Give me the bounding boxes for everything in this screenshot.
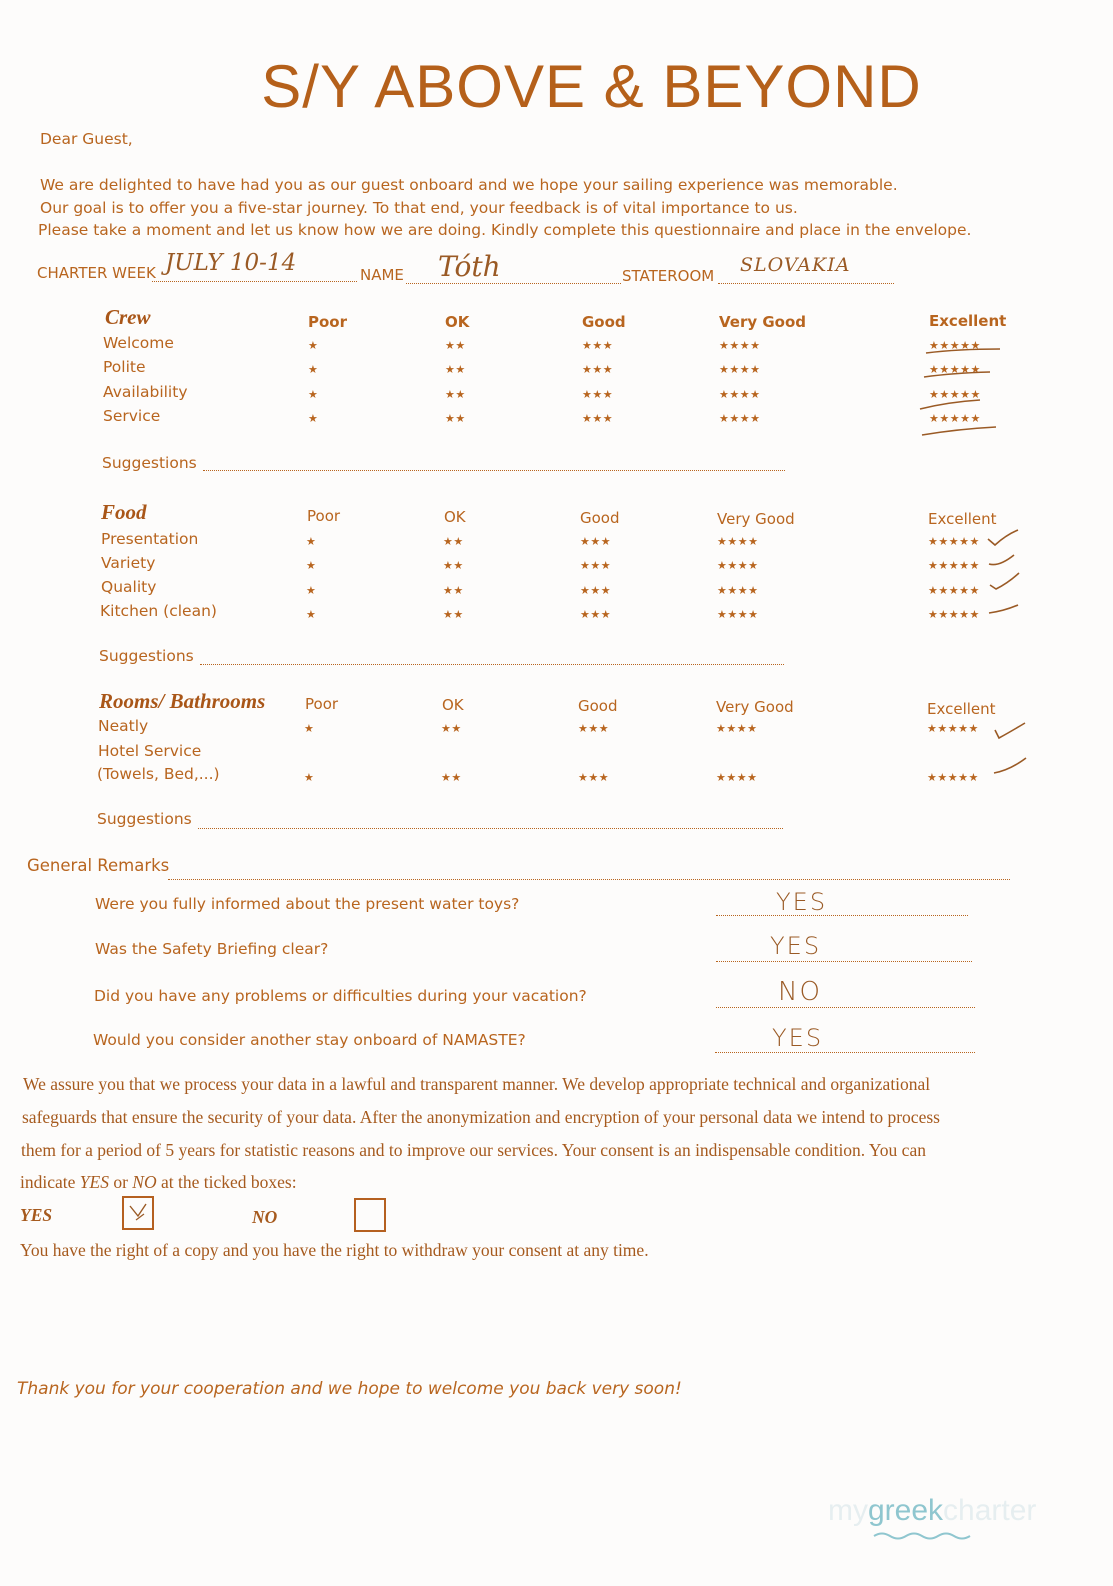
answer-line-safety-briefing	[716, 961, 972, 962]
crew-stars-r1-2[interactable]: ★★	[445, 339, 466, 352]
answer-problems[interactable]: NO	[778, 977, 822, 1007]
intro-line-3: Please take a moment and let us know how we are doing. Kindly complete this questionnaire and place in the envelope.	[38, 221, 972, 239]
rooms-header-excellent: Excellent	[927, 700, 996, 718]
crew-stars-r4-4[interactable]: ★★★★	[719, 412, 761, 425]
crew-stars-r4-1[interactable]: ★	[308, 412, 319, 425]
food-header-ok: OK	[444, 508, 466, 526]
food-row-presentation: Presentation	[101, 530, 199, 548]
food-stars-r4-1[interactable]: ★	[306, 608, 317, 621]
consent-yes-checkbox[interactable]	[122, 1196, 154, 1230]
crew-row-welcome: Welcome	[103, 334, 174, 352]
rooms-row-towels-bed: (Towels, Bed,...)	[97, 765, 220, 783]
crew-stars-r4-2[interactable]: ★★	[445, 412, 466, 425]
rooms-suggestions-field[interactable]	[198, 828, 783, 829]
crew-excellent-marks	[918, 330, 1008, 440]
crew-stars-r1-4[interactable]: ★★★★	[719, 339, 761, 352]
crew-stars-r1-3[interactable]: ★★★	[582, 339, 614, 352]
privacy-line-2: safeguards that ensure the security of your data. After the anonymization and encryption of your personal data we intend to process	[22, 1107, 940, 1127]
watermark-brand: greek	[868, 1494, 944, 1527]
rooms-header-poor: Poor	[305, 695, 339, 713]
consent-no-label: NO	[252, 1207, 278, 1227]
rooms-row-neatly: Neatly	[98, 717, 149, 735]
watermark-post: charter	[943, 1494, 1037, 1527]
food-header-excellent: Excellent	[928, 510, 997, 528]
rooms-stars-r2-3[interactable]: ★★★	[578, 771, 610, 784]
stateroom-label: STATEROOM	[622, 267, 715, 285]
crew-stars-r2-4[interactable]: ★★★★	[719, 363, 761, 376]
rooms-section-title: Rooms/ Bathrooms	[99, 689, 266, 713]
rooms-stars-r1-3[interactable]: ★★★	[578, 722, 610, 735]
general-remarks-label: General Remarks	[27, 856, 170, 875]
food-row-kitchen: Kitchen (clean)	[100, 602, 217, 620]
privacy-line-1: We assure you that we process your data in a lawful and transparent manner. We develop appropriate technical and organizational	[23, 1074, 931, 1094]
food-excellent-checkmarks	[984, 525, 1024, 625]
food-stars-r1-2[interactable]: ★★	[443, 535, 464, 548]
question-another-stay: Would you consider another stay onboard of NAMASTE?	[93, 1031, 526, 1049]
privacy-line-4-pre: indicate	[20, 1172, 76, 1192]
stateroom-value[interactable]: SLOVAKIA	[740, 254, 851, 276]
crew-stars-r3-3[interactable]: ★★★	[582, 388, 614, 401]
food-stars-r1-5[interactable]: ★★★★★	[928, 535, 980, 548]
crew-stars-r2-2[interactable]: ★★	[445, 363, 466, 376]
watermark-logo	[828, 1494, 1036, 1528]
charter-week-value[interactable]: JULY 10-14	[165, 250, 297, 276]
food-stars-r1-4[interactable]: ★★★★	[717, 535, 759, 548]
privacy-or-word: or	[113, 1172, 128, 1192]
crew-header-good: Good	[582, 313, 626, 331]
intro-line-2: Our goal is to offer you a five-star journey. To that end, your feedback is of vital importance to us.	[40, 199, 798, 217]
rooms-header-good: Good	[578, 697, 618, 715]
consent-yes-check-mark	[124, 1198, 152, 1228]
rooms-stars-r2-4[interactable]: ★★★★	[716, 771, 758, 784]
food-suggestions-label: Suggestions	[99, 647, 194, 665]
crew-row-availability: Availability	[103, 383, 188, 401]
thank-you-message: Thank you for your cooperation and we hope to welcome you back very soon!	[17, 1379, 682, 1399]
crew-row-service: Service	[103, 407, 161, 425]
question-safety-briefing: Was the Safety Briefing clear?	[95, 940, 329, 958]
food-stars-r2-3[interactable]: ★★★	[580, 559, 612, 572]
question-water-toys: Were you fully informed about the present water toys?	[95, 895, 520, 913]
food-stars-r2-5[interactable]: ★★★★★	[928, 559, 980, 572]
crew-stars-r4-3[interactable]: ★★★	[582, 412, 614, 425]
privacy-yes-word: YES	[79, 1172, 109, 1192]
food-stars-r2-1[interactable]: ★	[306, 559, 317, 572]
answer-another-stay[interactable]: YES	[772, 1024, 824, 1052]
rooms-stars-r1-4[interactable]: ★★★★	[716, 722, 758, 735]
name-value[interactable]: Tóth	[438, 250, 501, 283]
crew-suggestions-label: Suggestions	[102, 454, 197, 472]
crew-stars-r4-5[interactable]: ★★★★★	[929, 412, 981, 425]
food-suggestions-field[interactable]	[200, 664, 784, 665]
crew-stars-r1-1[interactable]: ★	[308, 339, 319, 352]
answer-line-another-stay	[715, 1052, 975, 1053]
food-stars-r1-3[interactable]: ★★★	[580, 535, 612, 548]
crew-row-polite: Polite	[103, 358, 146, 376]
watermark-pre: my	[828, 1494, 868, 1527]
rooms-header-very-good: Very Good	[716, 698, 794, 716]
crew-stars-r3-4[interactable]: ★★★★	[719, 388, 761, 401]
crew-stars-r3-5[interactable]: ★★★★★	[929, 388, 981, 401]
consent-yes-label: YES	[20, 1205, 53, 1225]
food-header-poor: Poor	[307, 507, 341, 525]
consent-no-checkbox[interactable]	[354, 1198, 386, 1232]
food-section-title: Food	[101, 500, 147, 524]
food-stars-r4-4[interactable]: ★★★★	[717, 608, 759, 621]
answer-line-problems	[716, 1007, 975, 1008]
food-stars-r4-3[interactable]: ★★★	[580, 608, 612, 621]
intro-line-1: We are delighted to have had you as our guest onboard and we hope your sailing experience was memorable.	[40, 176, 898, 194]
crew-stars-r3-1[interactable]: ★	[308, 388, 319, 401]
food-stars-r2-4[interactable]: ★★★★	[717, 559, 759, 572]
food-stars-r1-1[interactable]: ★	[306, 535, 317, 548]
name-label: NAME	[360, 266, 404, 284]
document-title: S/Y ABOVE & BEYOND	[261, 53, 922, 120]
crew-header-very-good: Very Good	[719, 313, 807, 331]
food-header-good: Good	[580, 509, 620, 527]
food-row-quality: Quality	[101, 578, 157, 596]
food-stars-r3-5[interactable]: ★★★★★	[928, 584, 980, 597]
privacy-line-4-post: at the ticked boxes:	[160, 1172, 297, 1192]
charter-week-line	[152, 281, 357, 282]
crew-stars-r2-5[interactable]: ★★★★★	[929, 363, 981, 376]
rooms-suggestions-label: Suggestions	[97, 810, 192, 828]
rooms-excellent-checkmarks	[990, 718, 1030, 778]
crew-stars-r1-5[interactable]: ★★★★★	[929, 339, 981, 352]
food-row-variety: Variety	[101, 554, 156, 572]
food-stars-r3-4[interactable]: ★★★★	[717, 584, 759, 597]
crew-header-poor: Poor	[308, 313, 348, 331]
privacy-line-4	[20, 1172, 297, 1193]
general-remarks-field[interactable]	[168, 879, 1010, 880]
rooms-stars-r2-1[interactable]: ★	[304, 771, 315, 784]
crew-stars-r2-1[interactable]: ★	[308, 363, 319, 376]
crew-suggestions-field[interactable]	[203, 470, 785, 471]
rooms-stars-r1-5[interactable]: ★★★★★	[927, 722, 979, 735]
crew-header-excellent: Excellent	[929, 312, 1007, 330]
food-stars-r4-2[interactable]: ★★	[443, 608, 464, 621]
food-stars-r3-3[interactable]: ★★★	[580, 584, 612, 597]
food-stars-r2-2[interactable]: ★★	[443, 559, 464, 572]
charter-week-label: CHARTER WEEK	[37, 264, 156, 282]
rooms-stars-r1-1[interactable]: ★	[304, 722, 315, 735]
rooms-stars-r2-2[interactable]: ★★	[441, 771, 462, 784]
food-stars-r4-5[interactable]: ★★★★★	[928, 608, 980, 621]
crew-section-title: Crew	[105, 305, 151, 329]
answer-water-toys[interactable]: YES	[776, 888, 828, 916]
food-stars-r3-2[interactable]: ★★	[443, 584, 464, 597]
crew-header-ok: OK	[445, 313, 470, 331]
watermark-wave-icon	[872, 1530, 972, 1542]
rooms-header-ok: OK	[442, 696, 464, 714]
privacy-rights-text: You have the right of a copy and you have the right to withdraw your consent at any time.	[20, 1240, 649, 1260]
question-problems: Did you have any problems or difficulties during your vacation?	[94, 987, 587, 1005]
answer-safety-briefing[interactable]: YES	[770, 932, 822, 960]
greeting: Dear Guest,	[40, 130, 133, 148]
rooms-row-hotel-service: Hotel Service	[98, 742, 202, 760]
crew-stars-r2-3[interactable]: ★★★	[582, 363, 614, 376]
rooms-stars-r2-5[interactable]: ★★★★★	[927, 771, 979, 784]
food-header-very-good: Very Good	[717, 510, 795, 528]
crew-stars-r3-2[interactable]: ★★	[445, 388, 466, 401]
privacy-line-3: them for a period of 5 years for statistic reasons and to improve our services. Your consent is an indispensable condition. You can	[21, 1140, 926, 1160]
name-line	[406, 283, 621, 284]
rooms-stars-r1-2[interactable]: ★★	[441, 722, 462, 735]
privacy-no-word: NO	[132, 1172, 157, 1192]
stateroom-line	[718, 283, 894, 284]
answer-line-water-toys	[716, 915, 968, 916]
food-stars-r3-1[interactable]: ★	[306, 584, 317, 597]
